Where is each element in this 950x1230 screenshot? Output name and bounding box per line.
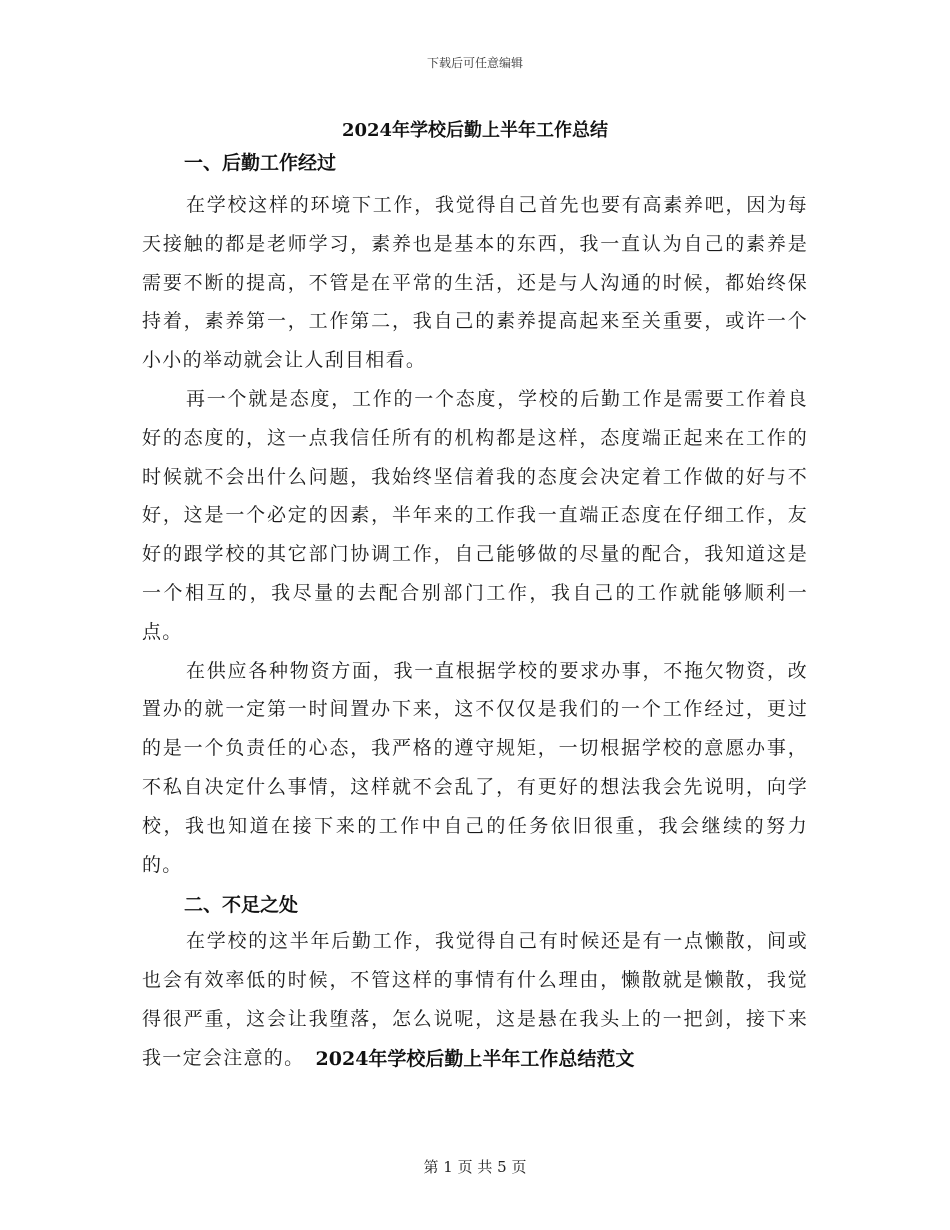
- paragraph: 在供应各种物资方面，我一直根据学校的要求办事，不拖欠物资，改置办的就一定第一时间置办下来，这不仅仅是我们的一个工作经过，更过的是一个负责任的心态，我严格的遵守规矩，一切根据学校的意愿办事，不私自决定什么事情，这样就不会乱了，有更好的想法我会先说明，向学校，我也知道在接下来的工作中自己的任务依旧很重，我会继续的努力的。: [142, 659, 808, 876]
- paragraph: 在学校的这半年后勤工作，我觉得自己有时候还是有一点懒散，间或也会有效率低的时候，不管这样的事情有什么理由，懒散就是懒散，我觉得很严重，这会让我堕落，怎么说呢，这是悬在我头上的一把剑，接下来我一定会注意的。: [142, 930, 808, 1069]
- page-number: 第 1 页 共 5 页: [423, 1158, 527, 1176]
- section-heading: 二、不足之处: [184, 894, 299, 917]
- next-document-title: 2024年学校后勤上半年工作总结范文: [315, 1048, 635, 1070]
- section-heading: 一、后勤工作经过: [184, 152, 337, 174]
- page-header-note: 下载后可任意编辑: [426, 56, 523, 70]
- paragraph: 再一个就是态度，工作的一个态度，学校的后勤工作是需要工作着良好的态度的，这一点我信任所有的机构都是这样，态度端正起来在工作的时候就不会出什么问题，我始终坚信着我的态度会决定着工作做的好与不好，这是一个必定的因素，半年来的工作我一直端正态度在仔细工作，友好的跟学校的其它部门协调工作，自己能够做的尽量的配合，我知道这是一个相互的，我尽量的去配合别部门工作，我自己的工作就能够顺利一点。: [142, 387, 808, 643]
- document-title: 2024年学校后勤上半年工作总结: [341, 120, 609, 141]
- paragraph: 在学校这样的环境下工作，我觉得自己首先也要有高素养吧，因为每天接触的都是老师学习，素养也是基本的东西，我一直认为自己的素养是需要不断的提高，不管是在平常的生活，还是与人沟通的时候，都始终保持着，素养第一，工作第二，我自己的素养提高起来至关重要，或许一个小小的举动就会让人刮目相看。: [142, 194, 808, 372]
- document-body: [142, 148, 808, 1078]
